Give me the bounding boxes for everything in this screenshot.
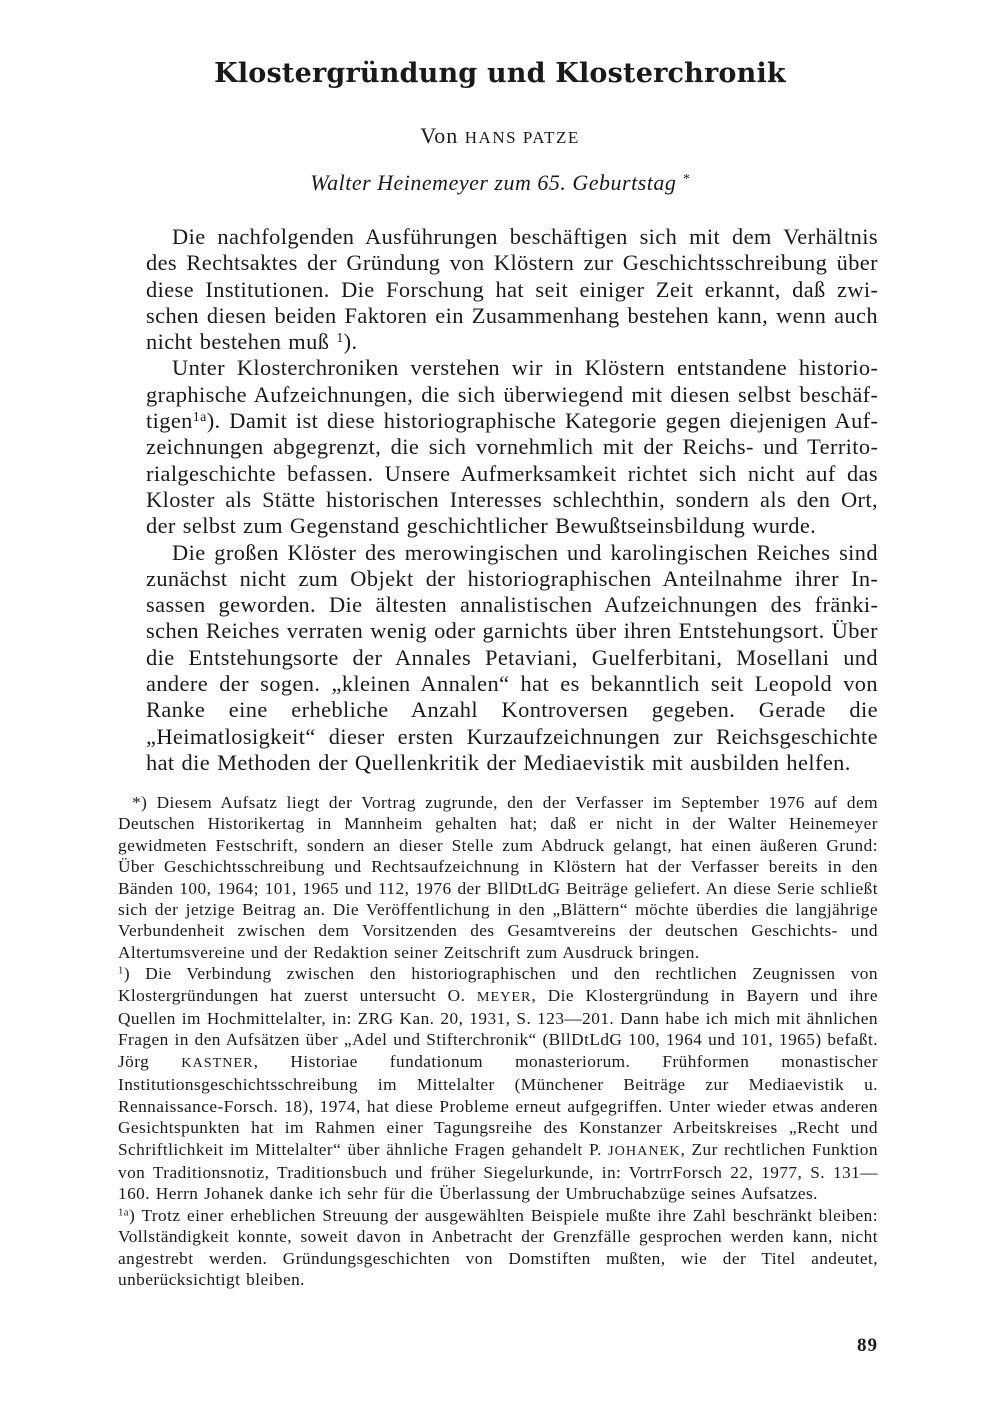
author-line [0,123,1000,149]
paragraph-2-text-a: Unter Klosterchroniken verstehen wir in Klöstern entstandene historiographische Aufzeichnungen, die sich überwiegend mit diesen selbst beschäftigen [146,355,878,434]
footnote-1-author-kastner: KASTNER [181,1054,254,1071]
footnote-1-author-johanek: JOHANEK [608,1142,681,1159]
footnote-1a [118,1205,878,1291]
paragraph-1-end: ). [343,329,358,355]
page-number: 89 [857,1335,878,1356]
paragraph-2 [146,355,878,539]
paragraph-1 [146,224,878,355]
dedication [0,170,1000,196]
footnote-1-author-meyer: MEYER [476,988,532,1005]
footnote-ref-1a: 1a [192,410,207,426]
author-name: HANS PATZE [464,128,580,147]
dedication-text: Walter Heinemeyer zum 65. Geburtstag [310,170,677,195]
footnote-1-text-a: ) Die Verbindung zwischen den historiographischen und den rechtlichen Zeugnissen von Klostergründungen hat zuerst untersucht O. [118,964,878,1005]
footnote-1 [118,963,878,1204]
footnotes [118,792,878,1290]
footnote-star: *) Diesem Aufsatz liegt der Vortrag zugrunde, den der Verfasser im September 1976 auf dem Deutschen Historikertag in Mannheim gehalten hat; daß er nicht in der Walter Heinemeyer gewidmeten Festschrift, sondern an dieser Stelle zum Abdruck gelangt, hat einen äußeren Grund: Über Geschichtsschreibung und Rechtsaufzeichnung in Klöstern hat der Verfasser bereits in den Bänden 100, 1964; 101, 1965 und 112, 1976 der BllDtLdG Beiträge geliefert. An diese Serie schließt sich der jetzige Beitrag an. Die Veröffentlichung in den „Blättern“ möchte überdies die langjährige Verbundenheit zwischen dem Vorsitzenden des Gesamtvereins der deutschen Geschichts- und Altertumsvereine und der Redaktion seiner Zeitschrift zum Ausdruck bringen. [118,793,878,962]
footnote-1-mark: 1 [118,964,124,977]
paragraph-3: Die großen Klöster des merowingischen und karolingischen Reiches sind zunächst nicht zum Objekt der historiographischen Anteilnahme ihrer Insassen geworden. Die ältesten annalistischen Aufzeichnungen des fränkischen Reiches verraten wenig oder garnichts über ihren Entstehungsort. Über die Entstehungsorte der Annales Petaviani, Guelferbitani, Mosellani und andere der sogen. „kleinen Annalen“ hat es bekanntlich seit Leopold von Ranke eine erhebliche Anzahl Kontroversen gegeben. Gerade die „Heimatlosigkeit“ dieser ersten Kurzaufzeichnungen zur Reichsgeschichte hat die Methoden der Quellenkritik der Mediaevistik mit ausbilden helfen. [146,539,878,775]
footnote-ref-1: 1 [336,331,344,347]
footnote-1-text-d: , Zur rechtlichen Funktion von Traditionsnotiz, Traditionsbuch und früher Siegelurkunde, in: VortrrForsch 22, 1977, S. 131—160. Herrn Johanek danke ich sehr für die Überlassung der Umbruchabzüge seines Aufsatzes. [118,1139,878,1204]
footnote-1a-mark: 1a [118,1206,130,1219]
footnote-1-text-c: , Historiae fundationum monasteriorum. Frühformen monastischer Institutionsgeschichtsschreibung im Mittelalter (Münchener Beiträge zur Mediaevistik u. Rennaissance-Forsch. 18), 1974, hat diese Probleme erneut aufgegriffen. Unter wieder etwas anderen Gesichtspunkten hat im Rahmen einer Tagungsreihe des Konstanzer Arbeitskreises „Recht und Schriftlichkeit im Mittelalter“ über ähnliche Fragen gehandelt P. [118,1051,878,1159]
footnote-1-text-b: , Die Klostergründung in Bayern und ihre Quellen im Hochmittelalter, in: ZRG Kan. 20, 1931, S. 123—201. Dann habe ich mich mit ähnlichen Fragen in den Aufsätzen über „Adel und Stifterchronik“ (BllDtLdG 100, 1964 und 101, 1965) befaßt. Jörg [118,985,878,1071]
body-text [146,224,878,776]
author-prefix: Von [420,123,459,148]
paragraph-2-text-b: ). Damit ist diese historiographische Kategorie gegen diejenigen Aufzeichnungen abgegrenzt, die sich vornehmlich mit der Reichs- und Territorialgeschichte befassen. Unsere Aufmerksamkeit richtet sich nicht auf das Kloster als Stätte historischen Interesses schlechthin, sondern als den Ort, der selbst zum Gegenstand geschichtlicher Bewußtseinsbildung wurde. [146,408,878,539]
paragraph-1-text: Die nachfolgenden Ausführungen beschäftigen sich mit dem Verhältnis des Rechtsaktes der Gründung von Klöstern zur Geschichtsschreibung über diese Institutionen. Die Forschung hat seit einiger Zeit erkannt, daß zwischen diesen beiden Faktoren ein Zusammenhang bestehen kann, wenn auch nicht bestehen muß [146,224,878,355]
footnote-1a-text: ) Trotz einer erheblichen Streuung der ausgewählten Beispiele mußte ihre Zahl beschränkt bleiben: Vollständigkeit konnte, soweit davon in Anbetracht der Grenzfälle gesprochen werden kann, nicht angestrebt werden. Gründungsgeschichten von Domstiften mußten, wie der Titel andeutet, unberücksichtigt bleiben. [118,1205,878,1289]
article-title: Klostergründung und Klosterchronik [214,58,786,89]
dedication-footnote-marker: * [682,171,690,187]
